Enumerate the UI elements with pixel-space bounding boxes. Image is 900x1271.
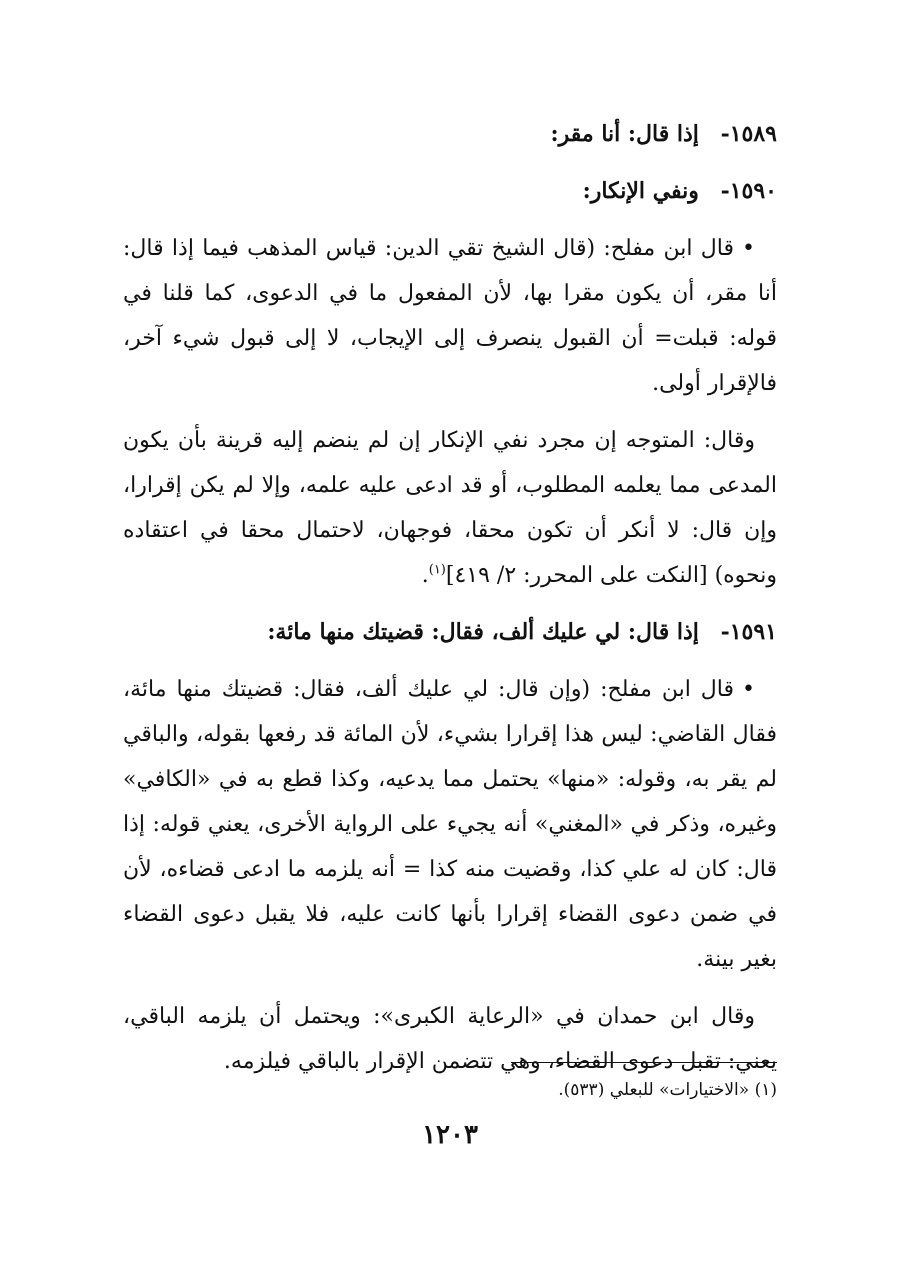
bullet-icon: •	[742, 677, 755, 702]
footnote-marker: (١)	[754, 1080, 777, 1100]
paragraph-qala	[123, 418, 777, 598]
paragraph-text: قال ابن مفلح: (وإن قال: لي عليك ألف، فقال: قضيتك منها مائة، فقال القاضي: ليس هذا إقرارا بشيء، لأن المائة قد رفعها بقوله، والباقي لم يقر به، وقوله: «منها» يحتمل مما يدعيه، وكذا قطع به في «الكافي» وغيره، وذكر في «المغني» أنه يجيء على الرواية الأخرى، يعني قوله: إذا قال: كان له علي كذا، وقضيت منه كذا = أنه يلزمه ما ادعى قضاءه، لأن في ضمن دعوى القضاء إقرارا بأنها كانت عليه، فلا يقبل دعوى القضاء بغير بينة.	[123, 677, 777, 972]
section-heading-1590	[123, 169, 777, 214]
paragraph-text: قال ابن مفلح: (قال الشيخ تقي الدين: قياس المذهب فيما إذا قال: أنا مقر، أن يكون مقرا بها، لأن المفعول ما في الدعوى، كما قلنا في قوله: قبلت= أن القبول ينصرف إلى الإيجاب، لا إلى قبول شيء آخر، فالإقرار أولى.	[123, 236, 777, 396]
section-heading-1589	[123, 112, 777, 157]
paragraph-ibn-muflih-2	[123, 667, 777, 982]
footnote-reference: (١)	[428, 562, 446, 578]
paragraph-text: وقال: المتوجه إن مجرد نفي الإنكار إن لم ينضم إليه قرينة بأن يكون المدعى مما يعلمه المطلوب، أو قد ادعى عليه علمه، وإلا لم يكن إقرارا، وإن قال: لا أنكر أن تكون محقا، فوجهان، لاحتمال محقا في اعتقاده ونحوه) [النكت على المحرر: ٢/ ٤١٩]	[123, 428, 777, 588]
section-heading-1591	[123, 610, 777, 655]
footnote-divider	[511, 1062, 777, 1063]
paragraph-end: .	[421, 563, 429, 588]
footnote	[123, 1076, 777, 1104]
bullet-icon: •	[742, 236, 755, 261]
main-text	[123, 112, 777, 1096]
paragraph-text: وقال ابن حمدان في «الرعاية الكبرى»: ويحتمل أن يلزمه الباقي، يعني: تقبل دعوى القضاء، وهي تتضمن الإقرار بالباقي فيلزمه.	[123, 1004, 777, 1074]
section-title: إذا قال: أنا مقر:	[550, 121, 699, 147]
section-number: ١٥٨٩-	[720, 121, 777, 147]
section-title: ونفي الإنكار:	[582, 178, 699, 204]
footnote-text: «الاختيارات» للبعلي (٥٣٣).	[558, 1080, 750, 1100]
page-number: ١٢٠٣	[422, 1120, 478, 1150]
section-number: ١٥٩٠-	[720, 178, 777, 204]
section-title: إذا قال: لي عليك ألف، فقال: قضيتك منها مائة:	[267, 619, 699, 645]
paragraph-ibn-muflih-1	[123, 226, 777, 406]
paragraph-ibn-hamdan	[123, 994, 777, 1084]
section-number: ١٥٩١-	[720, 619, 777, 645]
